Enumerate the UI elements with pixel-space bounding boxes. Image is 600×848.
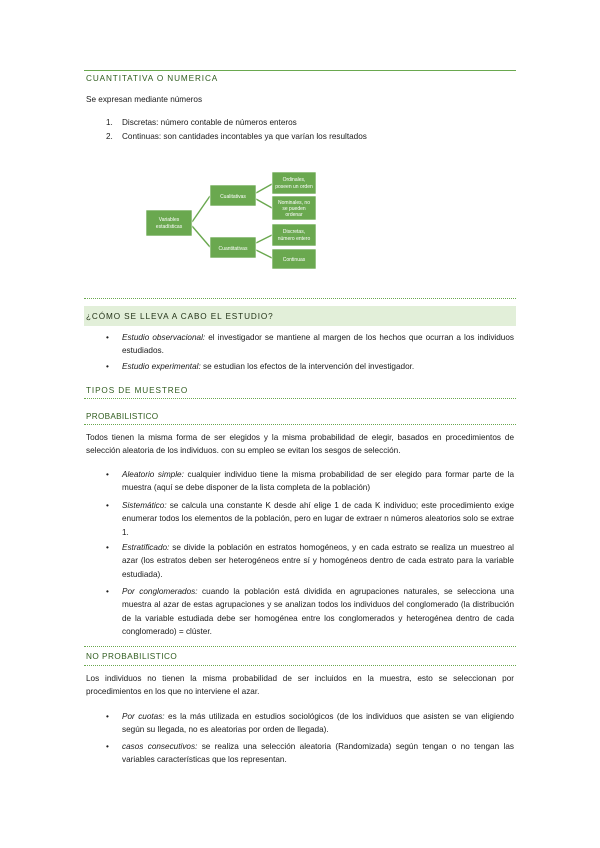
node-discretas (272, 224, 316, 246)
section-rule (84, 665, 516, 666)
definition: cualquier individuo tiene la misma probabilidad de ser elegido para formar parte de la muestra (aquí se debe disponer de la lista completa de la población) (122, 470, 514, 493)
term: Estudio experimental: (122, 362, 201, 371)
node-discretas-line1: Discretas, (282, 229, 306, 235)
definition: es la más utilizada en estudios sociológicos (de los individuos que asisten se van eligiendo según su llegada, no es aleatorias por orden de llegada). (122, 712, 514, 735)
connector-root-cualitativa (192, 196, 210, 222)
node-cualitativa (210, 185, 256, 206)
list-text: Continuas: son cantidades incontables ya que varían los resultados (122, 132, 367, 141)
bullet-icon: • (106, 712, 109, 721)
variables-diagram (0, 0, 600, 300)
bullet-icon: • (106, 333, 109, 342)
definition: se divide la población en estratos homogéneos, y en cada estrato se realiza un muestreo al azar (los estratos deben ser heterogéneos entre sí y homogéneos dentro de cada estrato para la variable estudiada). (122, 543, 514, 579)
section-heading-muestreo: TIPOS DE MUESTREO (86, 386, 189, 395)
node-discretas-line2: número entero (277, 236, 311, 242)
list-text: Discretas: número contable de números enteros (122, 118, 297, 127)
connector-cuantitativa-continuas (256, 250, 272, 258)
section-rule (84, 398, 516, 399)
list-item-conglomerados (106, 585, 514, 639)
connector-cualitativa-ordinales (256, 184, 272, 193)
term: Estratificado: (122, 543, 170, 552)
list-item-consecutivos (106, 740, 514, 767)
list-item-observacional (106, 331, 514, 358)
section-rule (84, 424, 516, 425)
node-cualitativa-label: Cualitativas (220, 194, 246, 200)
bullet-icon: • (106, 470, 109, 479)
connector-cualitativa-nominales (256, 199, 272, 208)
list-item-experimental (106, 360, 514, 373)
definition: cuando la población está dividida en agrupaciones naturales, se selecciona una muestra al azar de estas agrupaciones y se analizan todos los individuos del conglomerado (la distribución de la variable estudiada debe ser homogénea entre los conglomerados y heterogénea dentro de cada conglomerado) = clúster. (122, 587, 514, 637)
node-root-line1: Variables (158, 217, 180, 223)
node-continuas (272, 249, 316, 269)
term: casos consecutivos: (122, 742, 198, 751)
term: Estudio observacional: (122, 333, 206, 342)
section-rule (84, 646, 516, 647)
intro-text: Se expresan mediante números (86, 95, 203, 104)
list-item-sistematico (106, 499, 514, 539)
definition: se realiza una selección aleatoria (Randomizada) según tengan o no tengan las variables características que los representan. (122, 742, 514, 765)
node-ordinales-line1: Ordinales, (282, 177, 306, 183)
term: Aleatorio simple: (122, 470, 184, 479)
bullet-icon: • (106, 501, 109, 510)
node-nominales-line1: Nominales, no (278, 200, 310, 206)
connector-cuantitativa-discretas (256, 235, 272, 243)
term: Sistemático: (122, 501, 167, 510)
bullet-icon: • (106, 587, 109, 596)
node-ordinales-line2: poseen un orden (275, 184, 313, 190)
node-root (146, 210, 192, 236)
node-cuantitativa-label: Cuantitativas (218, 246, 248, 252)
term: Por conglomerados: (122, 587, 198, 596)
list-number: 1. (106, 118, 113, 127)
section-heading-estudio: ¿CÓMO SE LLEVA A CABO EL ESTUDIO? (86, 312, 274, 321)
section-heading-cuantitativa: CUANTITATIVA O NUMERICA (86, 74, 219, 83)
node-nominales (272, 196, 316, 220)
connector-root-cuantitativa (192, 226, 210, 247)
definition: se calcula una constante K desde ahí elige 1 de cada K individuo; este procedimiento exige enumerar todos los elementos de la población, pero en lugar de extraer n números aleatorios solo se extrae 1. (122, 501, 514, 537)
node-ordinales (272, 172, 316, 194)
node-nominales-line2: se pueden (282, 206, 306, 212)
node-root-line2: estadísticas (155, 224, 183, 230)
node-nominales-line3: ordenar (285, 212, 303, 218)
section-rule (84, 298, 516, 299)
list-item-aleatorio-simple (106, 468, 514, 495)
subsection-heading-no-probabilistico: NO PROBABILISTICO (86, 652, 178, 661)
probabilistico-intro: Todos tienen la misma forma de ser elegidos y la misma probabilidad de elegir, basados en procedimientos de selección aleatoria de los individuos. con su empleo se evitan los sesgos de selección. (86, 433, 514, 456)
node-cuantitativa (210, 237, 256, 258)
bullet-icon: • (106, 362, 109, 371)
list-item-cuotas (106, 710, 514, 737)
list-number: 2. (106, 132, 113, 141)
definition: el investigador se mantiene al margen de los hechos que ocurran a los individuos estudiados. (122, 333, 514, 356)
definition: se estudian los efectos de la intervención del investigador. (200, 362, 415, 371)
list-item-estratificado (106, 541, 514, 581)
no-probabilistico-intro: Los individuos no tienen la misma probabilidad de ser incluidos en la muestra, esto se seleccionan por procedimientos en los que no interviene el azar. (86, 674, 514, 697)
bullet-icon: • (106, 742, 109, 751)
subsection-heading-probabilistico: PROBABILISTICO (86, 412, 159, 421)
bullet-icon: • (106, 543, 109, 552)
term: Por cuotas: (122, 712, 165, 721)
node-continuas-label: Continuas (282, 257, 306, 263)
